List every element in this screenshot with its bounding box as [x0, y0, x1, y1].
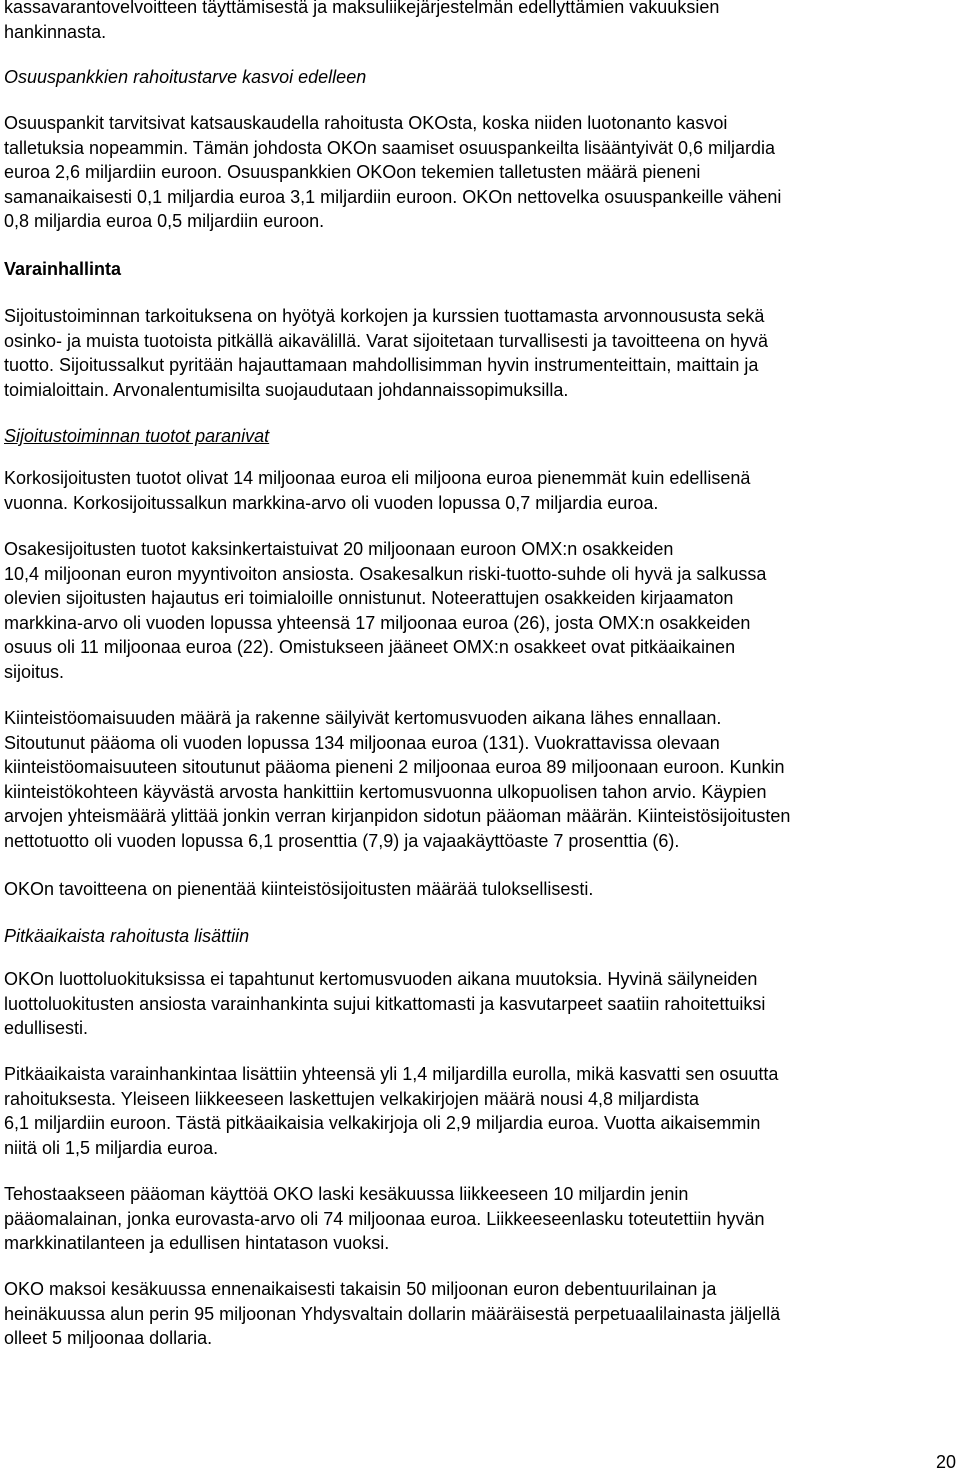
section-heading-pitkaaikainen: Pitkäaikaista rahoitusta lisättiin	[4, 926, 250, 946]
paragraph-varainhankinta: Pitkäaikaista varainhankintaa lisättiin yhteensä yli 1,4 miljardilla eurolla, mikä kasvatti sen osuutta rahoituksesta. Yleiseen liikkeeseen laskettujen velkakirjojen määrä nousi 4,8 miljardista 6,1 miljardiin euroon. Tästä pitkäaikaisia velkakirjoja oli 2,9 miljardia euroa. Vuotta aikaisemmin niitä oli 1,5 miljardia euroa.	[4, 1064, 779, 1158]
paragraph-luottoluokitus: OKOn luottoluokituksissa ei tapahtunut kertomusvuoden aikana muutoksia. Hyvinä säilyneiden luottoluokitusten ansiosta varainhankinta sujui kitkattomasti ja kasvutarpeet saatiin rahoitettuiksi edullisesti.	[4, 969, 766, 1038]
section-heading-varainhallinta: Varainhallinta	[4, 259, 122, 279]
section-heading-rahoitustarve: Osuuspankkien rahoitustarve kasvoi edelleen	[4, 67, 367, 87]
paragraph-debentuurilaina: OKO maksoi kesäkuussa ennenaikaisesti takaisin 50 miljoonan euron debentuurilainan ja heinäkuussa alun perin 95 miljoonan Yhdysvaltain dollarin määräisestä perpetuaalilainasta jäljellä olleet 5 miljoonaa dollaria.	[4, 1279, 781, 1348]
paragraph-korkosijoitukset: Korkosijoitusten tuotot olivat 14 miljoonaa euroa eli miljoona euroa pienemmät kuin edellisenä vuonna. Korkosijoitussalkun markkina-arvo oli vuoden lopussa 0,7 miljardia euroa.	[4, 468, 751, 513]
paragraph-kiinteistot: Kiinteistöomaisuuden määrä ja rakenne säilyivät kertomusvuoden aikana lähes ennallaan. Sitoutunut pääoma oli vuoden lopussa 134 miljoonaa euroa (131). Vuokrattavissa olevaan kiinteistöomaisuuteen sitoutunut pääoma pieneni 2 miljoonaa euroa 89 miljoonaan euroon. Kunkin kiinteistökohteen käyvästä arvosta hankittiin kertomusvuonna ulkopuolisen tahon arvio. Käypien arvojen yhteismäärä ylittää jonkin verran kirjanpidon sidotun pääoman määrän. Kiinteistösijoitusten nettotuotto oli vuoden lopussa 6,1 prosenttia (7,9) ja vajaakäyttöaste 7 prosenttia (6).	[4, 708, 791, 851]
page-number: 20	[935, 1452, 956, 1472]
paragraph-kiinteisto-tavoite: OKOn tavoitteena on pienentää kiinteistösijoitusten määrää tuloksellisesti.	[4, 879, 594, 899]
section-heading-tuotot: Sijoitustoiminnan tuotot paranivat	[4, 426, 270, 446]
paragraph-sijoitustoiminta: Sijoitustoiminnan tarkoituksena on hyötyä korkojen ja kurssien tuottamasta arvonnoususta sekä osinko- ja muista tuotoista pitkällä aikavälillä. Varat sijoitetaan turvallisesti ja tavoitteena on hyvä tuotto. Sijoitussalkut pyritään hajauttamaan mahdollisimman hyvin instrumenteittain, maittain ja toimialoittain. Arvonalentumisilta suojaudutaan johdannaissopimuksilla.	[4, 306, 769, 400]
paragraph-intro: kassavarantovelvoitteen täyttämisestä ja maksuliikejärjestelmän edellyttämien vakuuksien hankinnasta.	[4, 0, 720, 42]
paragraph-rahoitus: Osuuspankit tarvitsivat katsauskaudella rahoitusta OKOsta, koska niiden luotonanto kasvoi talletuksia nopeammin. Tämän johdosta OKOn saamiset osuuspankeilta lisääntyivät 0,6 miljardia euroa 2,6 miljardiin euroon. Osuuspankkien OKOon tekemien talletusten määrä pieneni samanaikaisesti 0,1 miljardia euroa 3,1 miljardiin euroon. OKOn nettovelka osuuspankeille väheni 0,8 miljardia euroa 0,5 miljardiin euroon.	[4, 113, 782, 231]
paragraph-osakesijoitukset: Osakesijoitusten tuotot kaksinkertaistuivat 20 miljoonaan euroon OMX:n osakkeiden 10,4 miljoonan euron myyntivoiton ansiosta. Osakesalkun riski-tuotto-suhde oli hyvä ja salkussa olevien sijoitusten hajautus eri toimialoille onnistunut. Noteerattujen osakkeiden kirjaamaton markkina-arvo oli vuoden lopussa yhteensä 17 miljoonaa euroa (26), josta OMX:n osakkeiden osuus oli 11 miljoonaa euroa (22). Omistukseen jääneet OMX:n osakkeet ovat pitkäaikainen sijoitus.	[4, 539, 767, 682]
paragraph-paaomalaina: Tehostaakseen pääoman käyttöä OKO laski kesäkuussa liikkeeseen 10 miljardin jenin pääomalainan, jonka eurovasta-arvo oli 74 miljoonaa euroa. Liikkeeseenlasku toteutettiin hyvän markkinatilanteen ja edullisen hintatason vuoksi.	[4, 1184, 765, 1253]
